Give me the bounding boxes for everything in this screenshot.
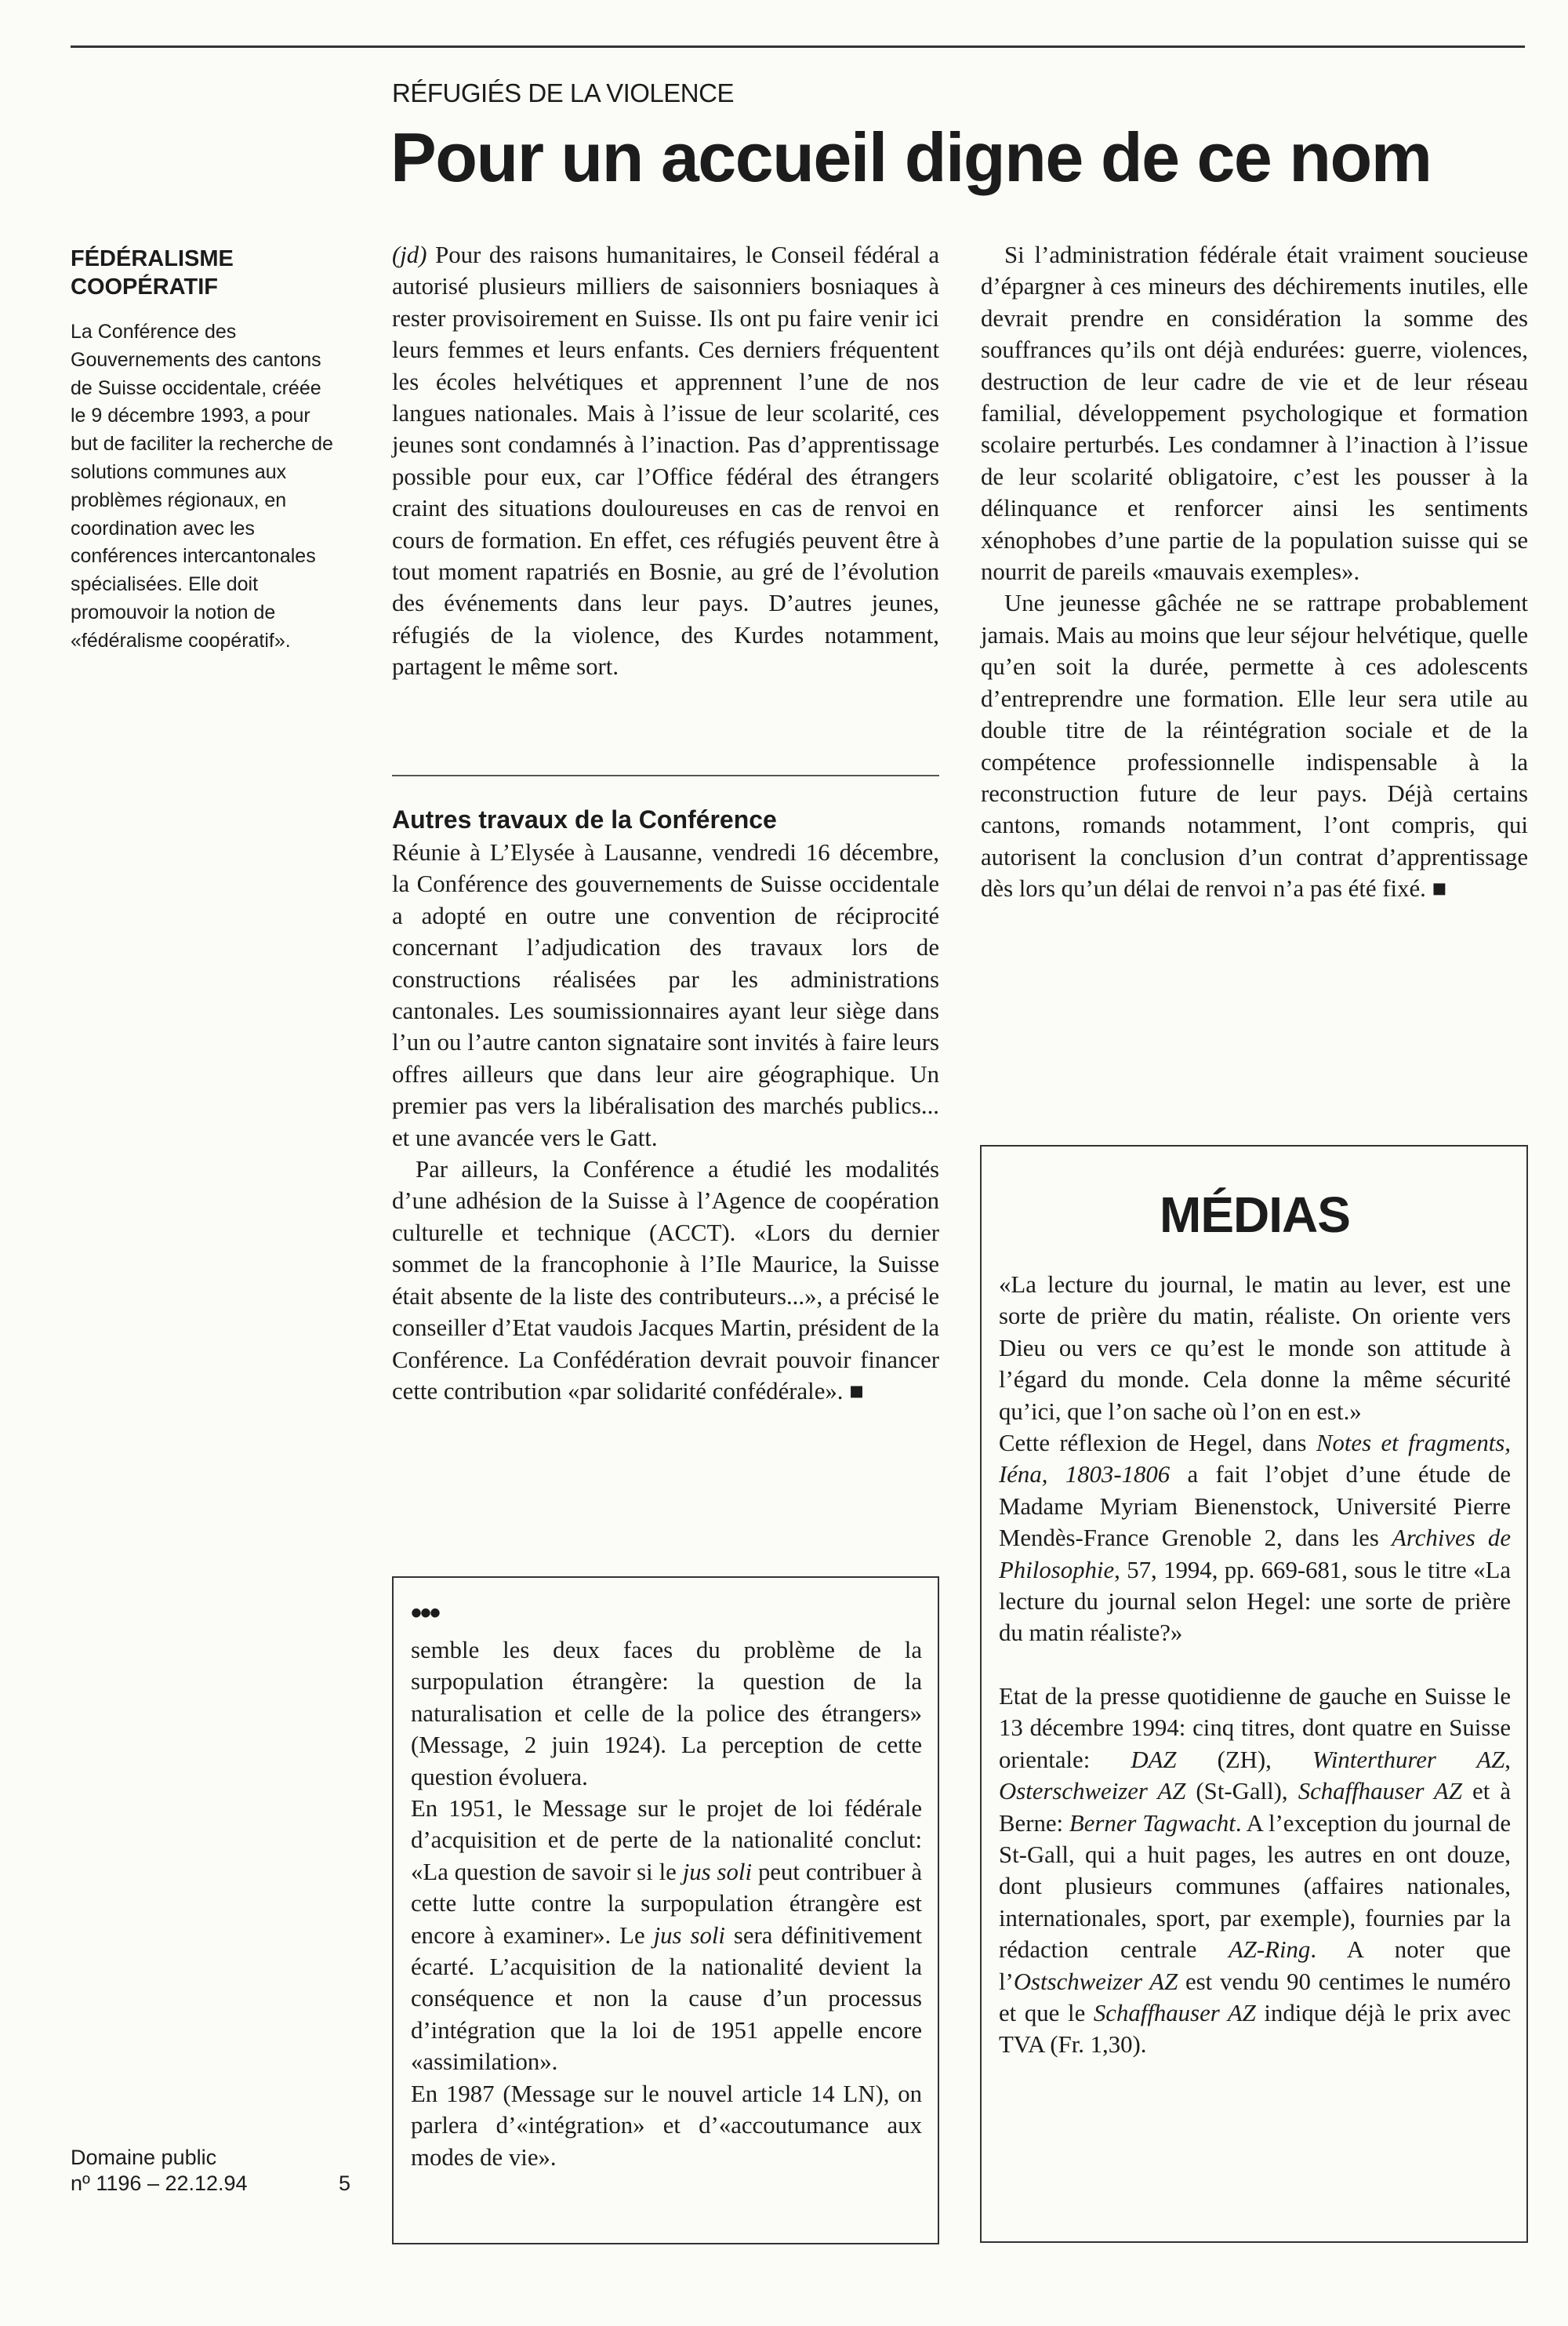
article-byline: (jd) [392,242,427,268]
hegel-reference: Cette réflexion de Hegel, dans Notes et fragments, Iéna, 1803-1806 a fait l’objet d’une étude de Madame Myriam Bienenstock, Université Pierre Mendès-France Grenoble 2, dans les Archives de Philosophie, 57, 1994, pp. 669-681, sous le titre «La lecture du journal selon Hegel: une sorte de prière du matin réaliste?» [999,1430,1512,1647]
medias-box [980,1145,1528,2243]
sidebar-text: La Conférence des Gouvernements des cantons de Suisse occidentale, créée le 9 décembre 1993, a pour but de faciliter la recherche de solutions communes aux problèmes régionaux, en coordination avec les conférences intercantonales spécialisées. Elle doit promouvoir la notion de «fédéralisme coopératif». [71,321,333,652]
medias-title: MÉDIAS [1160,1187,1350,1243]
section-divider [392,775,939,776]
article-lead-paragraph [392,239,939,683]
continued-box [392,1576,939,2244]
conference-subheading: Autres travaux de la Conférence [392,805,777,834]
hegel-quote: «La lecture du journal, le matin au lever, est une sorte de prière du matin, réaliste. On oriente vers Dieu ou vers ce qu’est le monde son attitude à l’égard du monde. Cela donne la même sécurité qu’ici, que l’on sache où l’on en est.» [999,1271,1511,1425]
continuation-marker: ••• [411,1596,440,1630]
footer-issue: nº 1196 – 22.12.94 [71,2172,248,2195]
continued-text-3: En 1987 (Message sur le nouvel article 14 LN), on parlera d’«intégration» et d’«accoutumance aux modes de vie». [411,2080,922,2171]
conference-section [392,837,939,1407]
page-number: 5 [339,2172,351,2195]
article-lead-text: Pour des raisons humanitaires, le Conseil fédéral a autorisé plusieurs milliers de saisonniers bosniaques à rester provisoirement en Suisse. Ils ont pu faire venir ici leurs femmes et leurs enfants. Ces derniers fréquentent les écoles helvétiques et apprennent l’une de nos langues nationales. Mais à l’issue de leur scolarité, ces jeunes sont condamnés à l’inaction. Pas d’apprentissage possible pour eux, car l’Office fédéral des étrangers craint des situations douloureuses en cas de renvoi en cours de formation. En effet, ces réfugiés peuvent être à tout moment rapatriés en Bosnie, au gré de l’évolution des événements dans leur pays. D’autres jeunes, réfugiés de la violence, des Kurdes notamment, partagent le même sort. [392,242,939,681]
article-column-1 [392,239,939,683]
article-column-2 [981,239,1528,905]
continued-text-1: semble les deux faces du problème de la surpopulation étrangère: la question de la naturalisation et celle de la police des étrangers» (Message, 2 juin 1924). La perception de cette question évoluera. [411,1637,922,1790]
conference-paragraph-1: Réunie à L’Elysée à Lausanne, vendredi 16 décembre, la Conférence des gouvernements de Suisse occidentale a adopté en outre une convention de réciprocité concernant l’adjudication des travaux lors de constructions réalisées par les administrations cantonales. Les soumissionnaires ayant leur siège dans l’un ou l’autre canton signataire sont invités à faire leurs offres ailleurs que dans leur aire géographique. Un premier pas vers la libéralisation des marchés publics... et une avancée vers le Gatt. [392,839,939,1151]
top-rule [71,45,1525,48]
sidebar-title: FÉDÉRALISME COOPÉRATIF [71,246,234,300]
continued-text-2: En 1951, le Message sur le projet de loi fédérale d’acquisition et de perte de la nationalité conclut: «La question de savoir si le jus soli peut contribuer à cette lutte contre la surpopulation étrangère est encore à examiner». Le jus soli sera définitivement écarté. L’acquisition de la nationalité devient la conséquence et non la cause d’un processus d’intégration que la loi de 1951 appelle encore «assimilation». [411,1795,922,2076]
article-paragraph-2: Si l’administration fédérale était vraiment soucieuse d’épargner à ces mineurs des déchirements inutiles, elle devrait prendre en considération la somme des souffrances qu’ils ont déjà endurées: guerre, violences, destruction de leur cadre de vie et de leur réseau familial, développement psychologique et formation scolaire perturbés. Les condamner à l’inaction à l’issue de leur scolarité obligatoire, c’est les pousser à la délinquance et renforcer ainsi les sentiments xénophobes d’une partie de la population suisse qui se nourrit de pareils «mauvais exemples». [981,242,1528,586]
article-paragraph-3: Une jeunesse gâchée ne se rattrape probablement jamais. Mais au moins que leur séjour helvétique, quelle qu’en soit la durée, permette à ces adolescents d’entreprendre une formation. Elle leur sera utile au double titre de la réintégration sociale et de la compétence professionnelle indispensable à la reconstruction future de leur pays. Déjà certains cantons, romands notamment, l’ont compris, qui autorisent la conclusion d’un contrat d’apprentissage dès lors qu’un délai de renvoi n’a pas été fixé. ■ [981,590,1528,903]
footer-publication: Domaine public [71,2146,217,2169]
article-headline: Pour un accueil digne de ce nom [390,118,1432,196]
article-kicker: RÉFUGIÉS DE LA VIOLENCE [392,78,734,107]
press-state-paragraph: Etat de la presse quotidienne de gauche en Suisse le 13 décembre 1994: cinq titres, dont quatre en Suisse orientale: DAZ (ZH), Winterthurer AZ, Osterschweizer AZ (St-Gall), Schaffhauser AZ et à Berne: Berner Tagwacht. A l’exception du journal de St-Gall, qui a huit pages, les autres en ont douze, dont plusieurs communes (affaires nationales, internationales, sport, par exemple), fournies par la rédaction centrale AZ-Ring. A noter que l’Ostschweizer AZ est vendu 90 centimes le numéro et que le Schaffhauser AZ indique déjà le prix avec TVA (Fr. 1,30). [999,1682,1512,2059]
conference-paragraph-2: Par ailleurs, la Conférence a étudié les modalités d’une adhésion de la Suisse à l’Agence de coopération culturelle et technique (ACCT). «Lors du dernier sommet de la francophonie à l’Ile Maurice, la Suisse était absente de la liste des contributeurs...», a précisé le conseiller d’Etat vaudois Jacques Martin, président de la Conférence. La Confédération devrait pouvoir financer cette contribution «par solidarité confédérale». ■ [392,1156,939,1405]
